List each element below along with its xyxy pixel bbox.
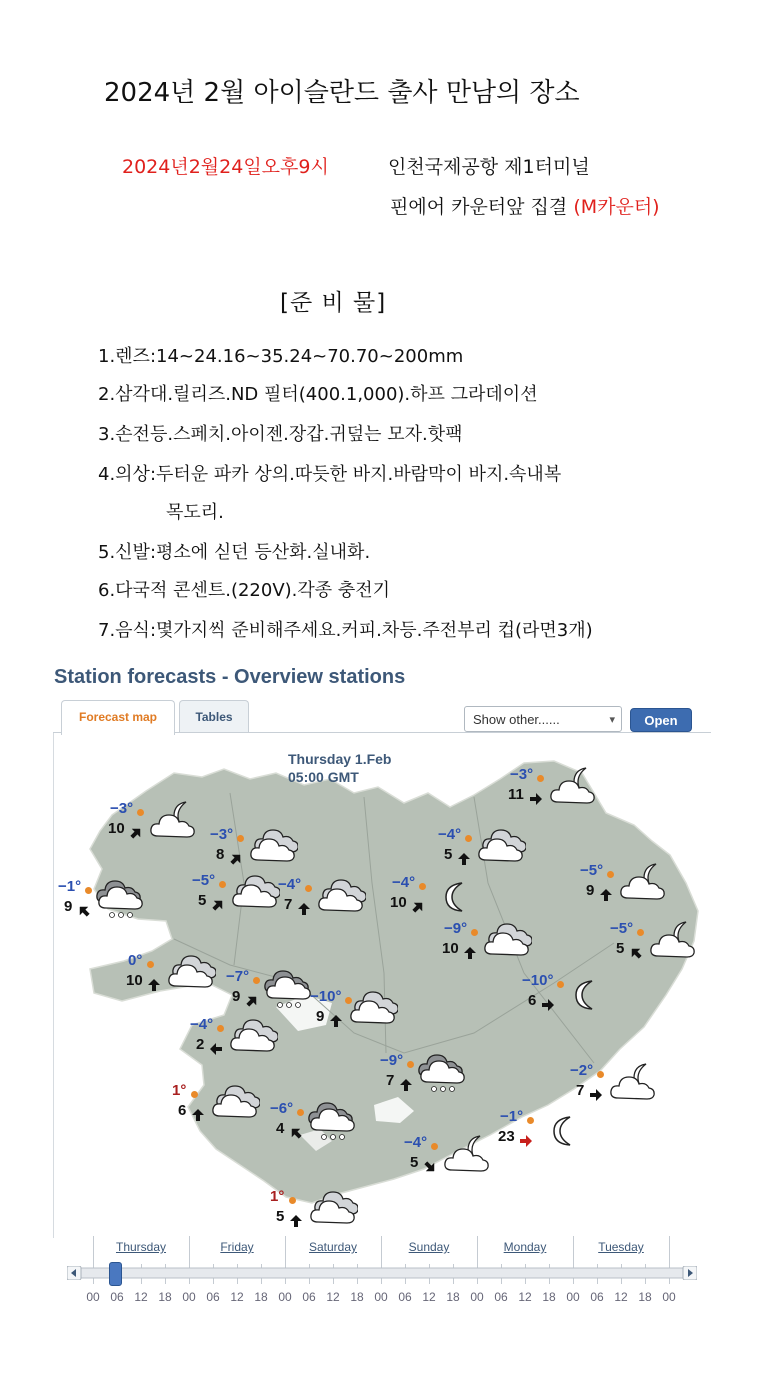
timeline-thumb[interactable] — [109, 1262, 122, 1286]
meeting-location: 인천국제공항 제1터미널 — [388, 156, 590, 178]
station-dot — [471, 929, 478, 936]
station-marker[interactable] — [510, 766, 622, 824]
timeline-hour: 06 — [590, 1290, 604, 1304]
station-temperature: −3° — [210, 826, 234, 843]
station-wind-speed: 9 — [316, 1008, 325, 1025]
station-dot — [537, 775, 544, 782]
prep-item: 5.신발:평소에 싣던 등산화.실내화. — [98, 542, 371, 563]
station-dot — [137, 809, 144, 816]
station-marker[interactable] — [610, 920, 722, 978]
snow-cloud-icon — [418, 1052, 468, 1100]
wind-direction-arrow-icon — [192, 1106, 204, 1118]
station-wind-speed: 10 — [108, 820, 125, 837]
timeline-hour: 12 — [518, 1290, 532, 1304]
timeline-day-link[interactable]: Tuesday — [598, 1240, 644, 1254]
station-temperature: 0° — [128, 952, 143, 969]
forecast-heading: Station forecasts - Overview stations — [54, 666, 406, 688]
location-line: 핀에어 카운터앞 집결 — [390, 196, 568, 218]
moon-cloud-icon — [148, 800, 198, 844]
station-temperature: −10° — [310, 988, 342, 1005]
tab-tables[interactable]: Tables — [179, 700, 249, 733]
timeline-hour: 18 — [446, 1290, 460, 1304]
cloud-icon — [308, 1188, 358, 1232]
timeline-hour: 06 — [110, 1290, 124, 1304]
station-temperature: −2° — [570, 1062, 594, 1079]
station-temperature: −5° — [192, 872, 216, 889]
station-temperature: −5° — [580, 862, 604, 879]
tab-forecast-map[interactable]: Forecast map — [61, 700, 175, 735]
station-wind-speed: 4 — [276, 1120, 285, 1137]
station-marker[interactable] — [128, 952, 240, 1010]
station-wind-speed: 5 — [410, 1154, 419, 1171]
station-dot — [85, 887, 92, 894]
meeting-date: 2024년2월24일오후9시 — [122, 156, 329, 178]
timeline-hour: 00 — [182, 1290, 196, 1304]
station-marker[interactable] — [404, 1134, 516, 1192]
station-temperature: 1° — [172, 1082, 187, 1099]
moon-icon — [438, 880, 472, 918]
prep-item: 1.렌즈:14~24.16~35.24~70.70~200mm — [98, 346, 464, 367]
wind-direction-arrow-icon — [290, 1212, 302, 1224]
cloud-icon — [210, 1082, 260, 1126]
station-wind-speed: 10 — [390, 894, 407, 911]
prep-item: 3.손전등.스페치.아이젠.장갑.귀덮는 모자.핫팩 — [98, 424, 463, 445]
station-temperature: −9° — [444, 920, 468, 937]
timeline-hour: 18 — [254, 1290, 268, 1304]
timeline-hour: 00 — [374, 1290, 388, 1304]
station-wind-speed: 9 — [586, 882, 595, 899]
station-wind-speed: 8 — [216, 846, 225, 863]
station-marker[interactable] — [278, 876, 390, 934]
timeline-hour: 18 — [638, 1290, 652, 1304]
station-temperature: −1° — [500, 1108, 524, 1125]
station-select-value: Show other...... — [473, 712, 560, 727]
wind-direction-arrow-icon — [530, 790, 542, 802]
prep-item: 6.다국적 콘센트.(220V).각종 충전기 — [98, 580, 391, 601]
chevron-down-icon: ▾ — [609, 714, 615, 726]
prep-item: 4.의상:두터운 파카 상의.따듯한 바지.바람막이 바지.속내복 — [98, 464, 562, 485]
moon-cloud-icon — [648, 920, 698, 964]
station-wind-speed: 9 — [64, 898, 73, 915]
timeline-hour: 18 — [350, 1290, 364, 1304]
wind-direction-arrow-icon — [464, 944, 476, 956]
station-dot — [237, 835, 244, 842]
timeline-hour: 12 — [422, 1290, 436, 1304]
wind-direction-arrow-icon — [148, 976, 160, 988]
station-marker[interactable] — [580, 862, 692, 920]
station-marker[interactable] — [270, 1100, 382, 1158]
wind-direction-arrow-icon — [458, 850, 470, 862]
wind-direction-arrow-icon — [630, 944, 642, 956]
station-temperature: −10° — [522, 972, 554, 989]
station-wind-speed: 2 — [196, 1036, 205, 1053]
station-wind-speed: 7 — [386, 1072, 395, 1089]
cloud-icon — [482, 920, 532, 964]
cloud-icon — [230, 872, 280, 916]
station-dot — [527, 1117, 534, 1124]
station-marker[interactable] — [58, 878, 170, 936]
moon-icon — [568, 978, 602, 1016]
timeline-hour: 18 — [158, 1290, 172, 1304]
timeline-day-link[interactable]: Thursday — [115, 1240, 167, 1254]
timeline-hour: 00 — [662, 1290, 676, 1304]
notice-title: 2024년 2월 아이슬란드 출사 만남의 장소 — [104, 78, 580, 108]
wind-direction-arrow-icon — [230, 850, 242, 862]
timeline-day-link[interactable]: Sunday — [408, 1240, 450, 1254]
station-temperature: −6° — [270, 1100, 294, 1117]
prep-item: 2.삼각대.릴리즈.ND 필터(400.1,000).하프 그라데이션 — [98, 384, 538, 405]
station-dot — [431, 1143, 438, 1150]
moon-cloud-icon — [608, 1062, 658, 1106]
station-temperature: −4° — [190, 1016, 214, 1033]
station-temperature: −4° — [438, 826, 462, 843]
station-wind-speed: 10 — [126, 972, 143, 989]
station-wind-speed: 23 — [498, 1128, 515, 1145]
timeline-hour: 12 — [326, 1290, 340, 1304]
station-dot — [297, 1109, 304, 1116]
time-slider[interactable] — [53, 1234, 711, 1314]
wind-direction-arrow-icon — [246, 992, 258, 1004]
snow-cloud-icon — [264, 968, 314, 1016]
station-dot — [305, 885, 312, 892]
station-temperature: −5° — [610, 920, 634, 937]
station-dot — [407, 1061, 414, 1068]
location-note: (M카운터) — [573, 196, 660, 218]
station-select[interactable] — [464, 706, 622, 732]
station-marker[interactable] — [522, 972, 634, 1030]
station-marker[interactable] — [310, 988, 422, 1046]
wind-direction-arrow-icon — [590, 1086, 602, 1098]
cloud-icon — [228, 1016, 278, 1060]
wind-direction-arrow-icon — [412, 898, 424, 910]
station-wind-speed: 6 — [528, 992, 537, 1009]
timeline-hour: 06 — [398, 1290, 412, 1304]
station-wind-speed: 5 — [276, 1208, 285, 1225]
cloud-icon — [316, 876, 366, 920]
station-wind-speed: 10 — [442, 940, 459, 957]
timeline-hour: 06 — [206, 1290, 220, 1304]
wind-direction-arrow-icon — [212, 896, 224, 908]
wind-direction-arrow-icon — [130, 824, 142, 836]
wind-direction-arrow-icon — [542, 996, 554, 1008]
wind-direction-arrow-icon — [330, 1012, 342, 1024]
forecast-day: Thursday 1.Feb — [288, 751, 392, 767]
wind-direction-arrow-icon — [520, 1132, 532, 1144]
station-dot — [597, 1071, 604, 1078]
station-dot — [637, 929, 644, 936]
station-wind-speed: 7 — [576, 1082, 585, 1099]
station-wind-speed: 7 — [284, 896, 293, 913]
station-temperature: −4° — [404, 1134, 428, 1151]
station-dot — [217, 1025, 224, 1032]
wind-direction-arrow-icon — [298, 900, 310, 912]
station-dot — [219, 881, 226, 888]
station-marker[interactable] — [190, 1016, 302, 1074]
wind-direction-arrow-icon — [210, 1040, 222, 1052]
timeline-hour: 00 — [86, 1290, 100, 1304]
station-dot — [419, 883, 426, 890]
timeline-hour: 18 — [542, 1290, 556, 1304]
station-wind-speed: 5 — [616, 940, 625, 957]
station-dot — [147, 961, 154, 968]
station-marker[interactable] — [500, 1108, 612, 1166]
station-marker[interactable] — [380, 1052, 492, 1110]
station-temperature: −4° — [278, 876, 302, 893]
moon-icon — [546, 1114, 580, 1152]
wind-direction-arrow-icon — [290, 1124, 302, 1136]
wind-direction-arrow-icon — [424, 1158, 436, 1170]
station-wind-speed: 11 — [508, 786, 524, 803]
station-temperature: −9° — [380, 1052, 404, 1069]
station-dot — [191, 1091, 198, 1098]
station-temperature: −7° — [226, 968, 250, 985]
station-temperature: −3° — [110, 800, 134, 817]
station-dot — [253, 977, 260, 984]
station-wind-speed: 5 — [444, 846, 453, 863]
station-dot — [289, 1197, 296, 1204]
timeline-track[interactable] — [67, 1266, 697, 1280]
station-wind-speed: 6 — [178, 1102, 187, 1119]
station-temperature: 1° — [270, 1188, 285, 1205]
station-marker[interactable] — [172, 1082, 284, 1140]
prep-item: 목도리. — [166, 502, 224, 523]
station-dot — [607, 871, 614, 878]
station-temperature: −3° — [510, 766, 534, 783]
timeline-hour: 00 — [470, 1290, 484, 1304]
snow-cloud-icon — [96, 878, 146, 926]
station-marker[interactable] — [110, 800, 222, 858]
timeline-day-link[interactable]: Friday — [220, 1240, 254, 1254]
prep-heading: [준 비 물] — [280, 290, 387, 316]
moon-cloud-icon — [618, 862, 668, 906]
open-button[interactable]: Open — [630, 708, 692, 732]
timeline-hour: 06 — [494, 1290, 508, 1304]
timeline-hour: 00 — [566, 1290, 580, 1304]
wind-direction-arrow-icon — [400, 1076, 412, 1088]
wind-direction-arrow-icon — [78, 902, 90, 914]
meeting-location-detail — [390, 192, 660, 219]
wind-direction-arrow-icon — [600, 886, 612, 898]
prep-item: 7.음식:몇가지씩 준비해주세요.커피.차등.주전부리 컵(라면3개) — [98, 620, 593, 641]
station-dot — [557, 981, 564, 988]
cloud-icon — [476, 826, 526, 870]
timeline-hour: 00 — [278, 1290, 292, 1304]
timeline-hour: 12 — [230, 1290, 244, 1304]
station-wind-speed: 9 — [232, 988, 241, 1005]
station-marker[interactable] — [444, 920, 556, 978]
timeline-hour: 06 — [302, 1290, 316, 1304]
moon-cloud-icon — [548, 766, 598, 810]
cloud-icon — [248, 826, 298, 870]
station-temperature: −4° — [392, 874, 416, 891]
station-dot — [465, 835, 472, 842]
station-temperature: −1° — [58, 878, 82, 895]
moon-cloud-icon — [442, 1134, 492, 1178]
timeline-day-link[interactable]: Saturday — [308, 1240, 358, 1254]
snow-cloud-icon — [308, 1100, 358, 1148]
station-wind-speed: 5 — [198, 892, 207, 909]
forecast-time — [288, 750, 391, 786]
forecast-hour: 05:00 GMT — [288, 769, 359, 785]
cloud-icon — [166, 952, 216, 996]
timeline-hour: 12 — [614, 1290, 628, 1304]
timeline-day-link[interactable]: Monday — [503, 1240, 547, 1254]
timeline-hour: 12 — [134, 1290, 148, 1304]
cloud-icon — [348, 988, 398, 1032]
